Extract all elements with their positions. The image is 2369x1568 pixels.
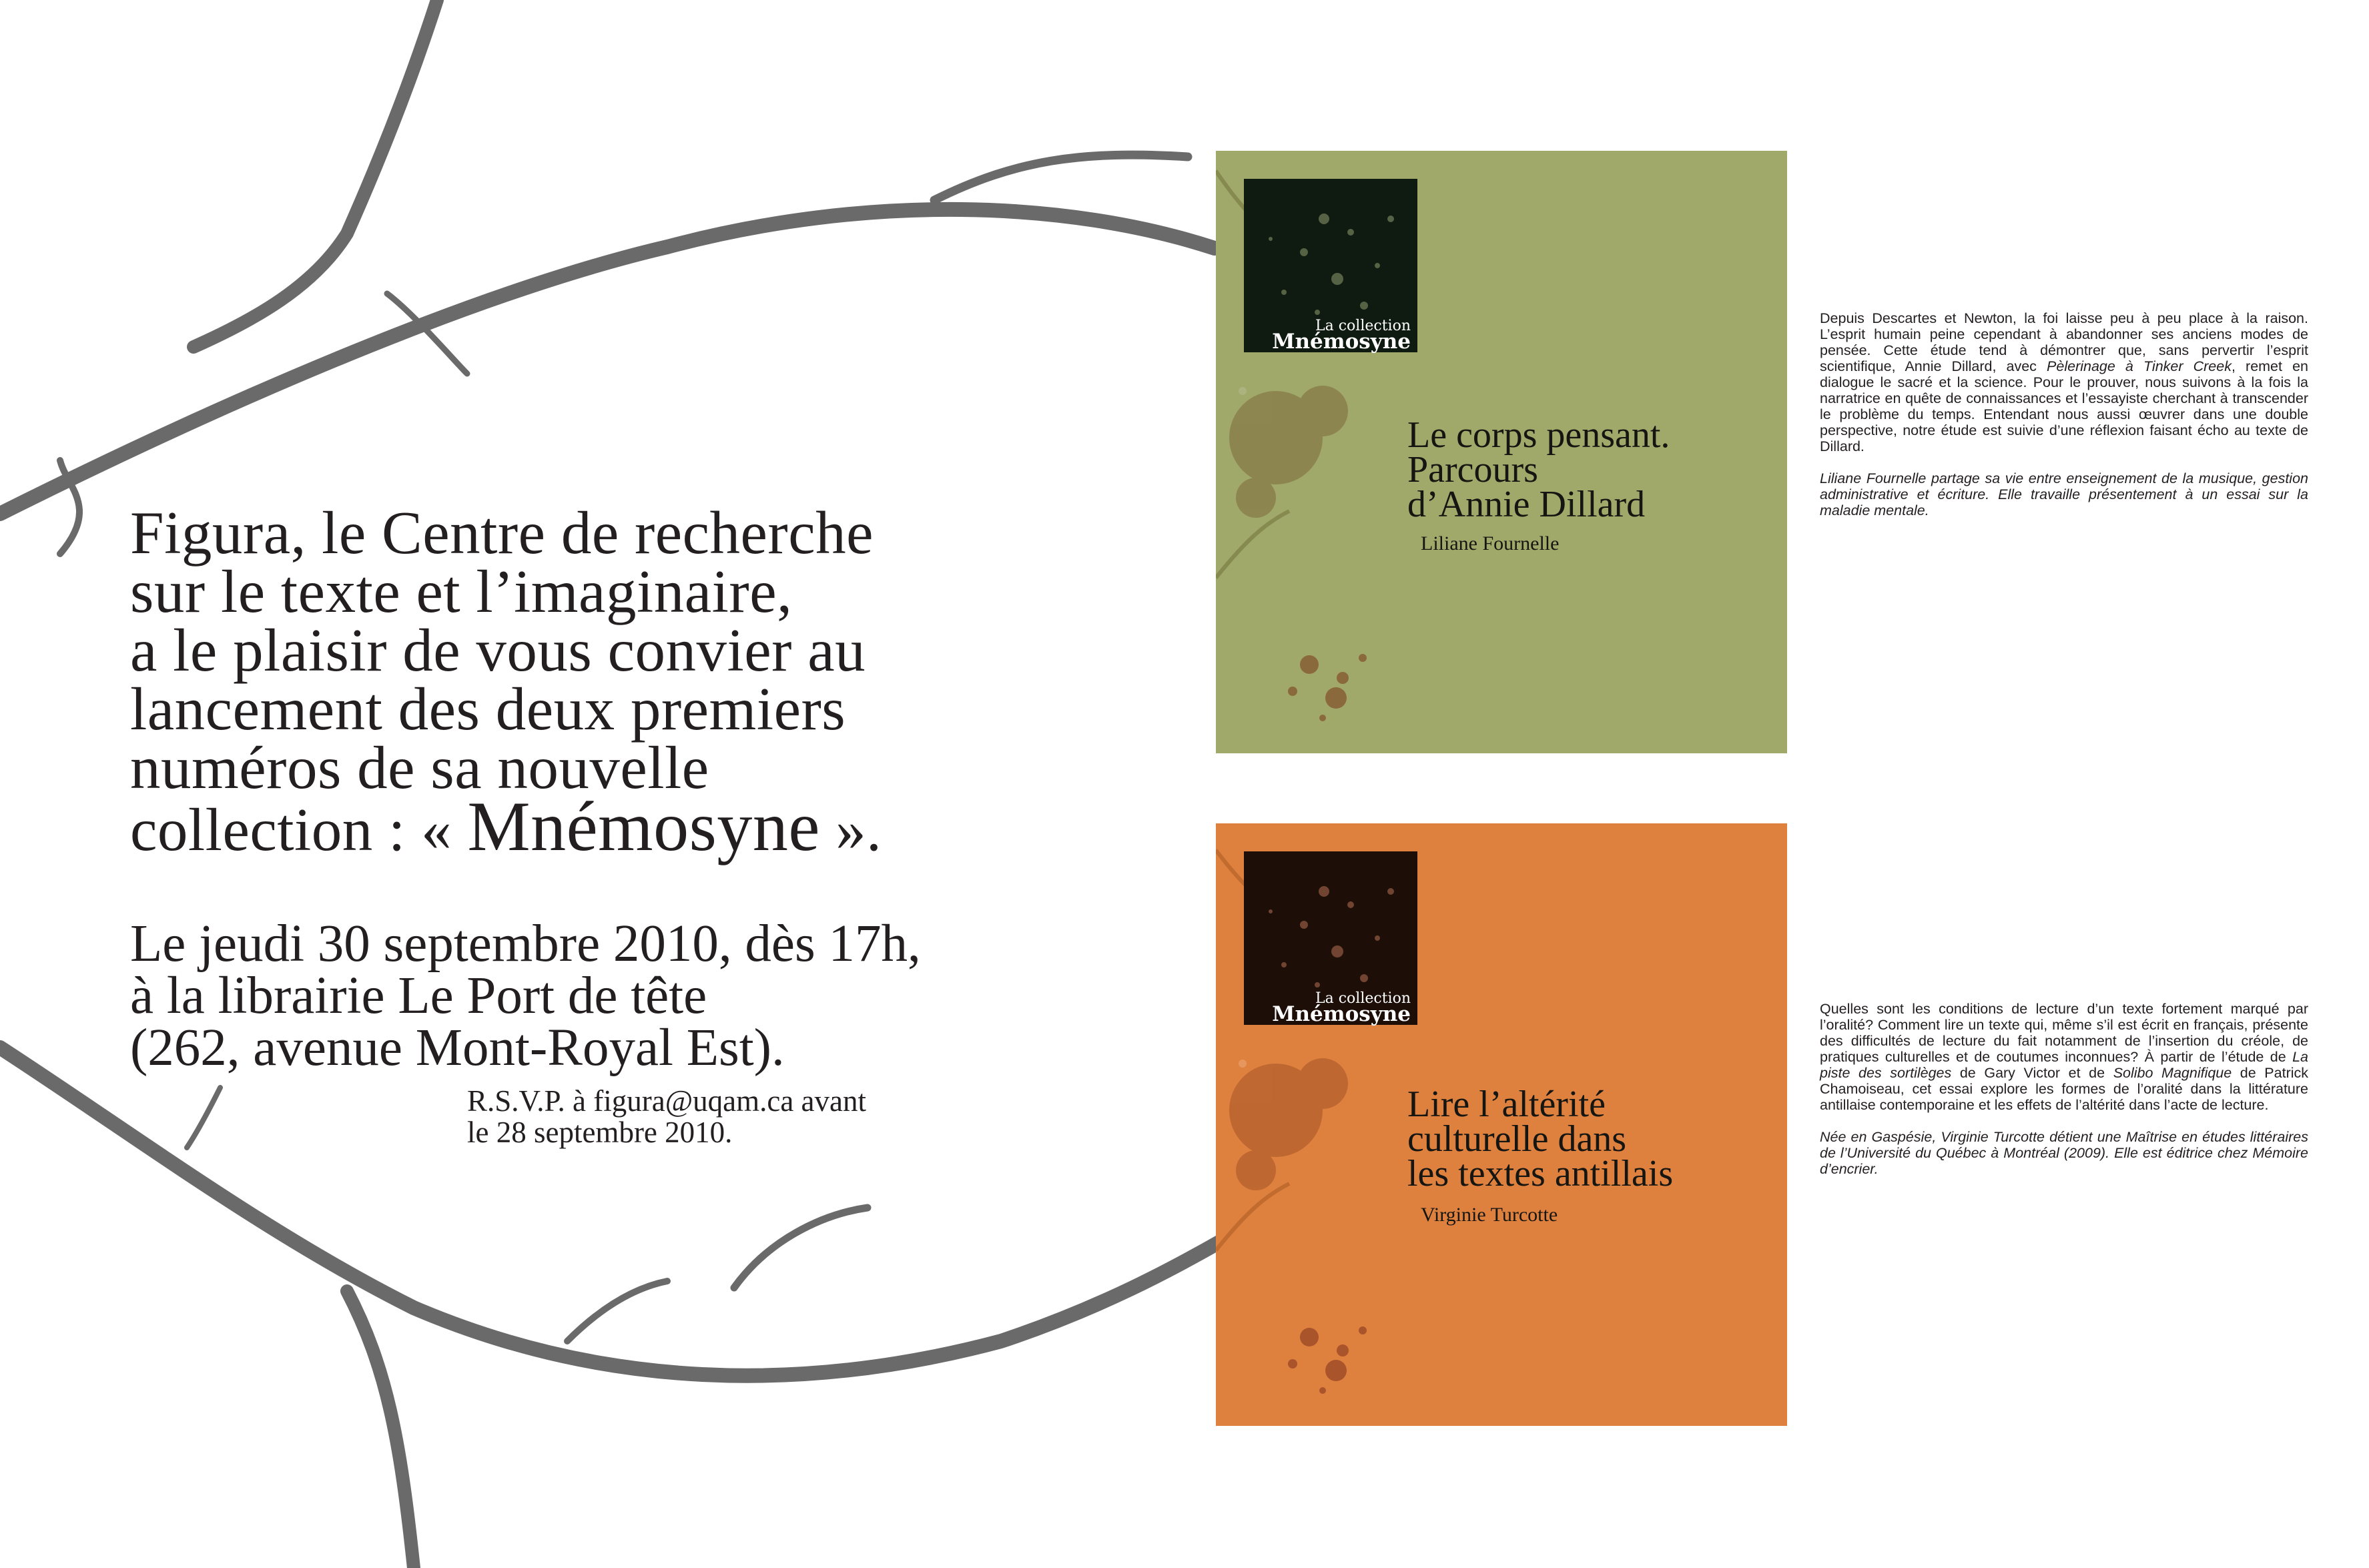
event-date: Le jeudi 30 septembre 2010, dès 17h, xyxy=(130,915,921,973)
rsvp-line: R.S.V.P. à figura@uqam.ca avant xyxy=(467,1084,867,1118)
invitation-line: sur le texte et l’imaginaire, xyxy=(130,558,793,625)
rsvp-line: le 28 septembre 2010. xyxy=(467,1116,733,1149)
collection-name: Mnémosyne xyxy=(467,787,820,865)
collection-logo xyxy=(1244,179,1417,352)
summary-text: Depuis Descartes et Newton, la foi laisse peu à peu place à la raison. L’esprit humain peine cependant à abandonner ses anciens modes de pensée. Cette étude tend à démontrer que, sans pervertir l’esprit scientifique, Annie Dillard, avec xyxy=(1820,310,2308,374)
book-cover-corps-pensant xyxy=(1216,151,1787,753)
invitation-line: a le plaisir de vous convier au xyxy=(130,617,866,684)
collection-logo xyxy=(1244,851,1417,1025)
book-title xyxy=(1407,414,1781,525)
title-line: Lire l’altérité xyxy=(1407,1084,1606,1125)
work-title: La piste des sortilèges xyxy=(1820,1049,2308,1081)
title-line: Parcours xyxy=(1407,449,1538,490)
author-bio: Née en Gaspésie, Virginie Turcotte détient une Maîtrise en études littéraires de l’Université du Québec à Montréal (2009). Elle est éditrice chez Mémoire d’encrier. xyxy=(1820,1129,2308,1177)
invitation-text xyxy=(130,499,1091,865)
title-line: Le corps pensant. xyxy=(1407,414,1670,456)
title-line: d’Annie Dillard xyxy=(1407,484,1646,525)
work-title: Pèlerinage à Tinker Creek xyxy=(2047,358,2232,374)
logo-caption: La collection xyxy=(1315,990,1411,1007)
logo-title: Mnémosyne xyxy=(1272,1002,1411,1026)
event-address: (262, avenue Mont-Royal Est). xyxy=(130,1019,785,1077)
invitation-last-line xyxy=(130,787,1091,865)
collection-suffix: ». xyxy=(819,796,882,863)
book-description-1 xyxy=(1820,310,2308,518)
summary-text: , remet en dialogue le sacré et la science. Pour le prouver, nous suivons à la fois la narratrice en quête de connaissances et l’essayiste cherchant à transcender le problème du temps. Entendant nous aussi œuvrer dans une double perspective, notre étude est suivie d’une réflexion faisant écho au texte de Dillard. xyxy=(1820,358,2308,454)
work-title: Solibo Magnifique xyxy=(2113,1065,2232,1081)
title-line: les textes antillais xyxy=(1407,1153,1674,1194)
summary-paragraph xyxy=(1820,1001,2308,1113)
book-title xyxy=(1407,1084,1781,1194)
summary-paragraph xyxy=(1820,310,2308,454)
author-bio: Liliane Fournelle partage sa vie entre enseignement de la musique, gestion administrative et écriture. Elle travaille présentement à un essai sur la maladie mentale. xyxy=(1820,470,2308,518)
summary-text: Quelles sont les conditions de lecture d’un texte fortement marqué par l’oralité? Comment lire un texte qui, même s’il est écrit en français, présente des difficultés de lecture du fait notamment de l’insertion du créole, de pratiques culturelles et de coutumes inconnues? À partir de l’étude de xyxy=(1820,1001,2308,1065)
event-venue: à la librairie Le Port de tête xyxy=(130,967,707,1025)
title-line: culturelle dans xyxy=(1407,1118,1627,1160)
summary-text: de Gary Victor et de xyxy=(1951,1065,2113,1081)
event-details xyxy=(130,915,1091,1077)
invitation-line: Figura, le Centre de recherche xyxy=(130,499,874,566)
book-author: Virginie Turcotte xyxy=(1421,1204,1558,1226)
summary-text: de Patrick Chamoiseau, cet essai explore les formes de l’oralité dans la littérature antillaise contemporaine et les effets de l’altérité dans l’acte de lecture. xyxy=(1820,1065,2309,1113)
book-author: Liliane Fournelle xyxy=(1421,532,1560,554)
invitation-line: lancement des deux premiers xyxy=(130,675,846,743)
book-cover-alterite xyxy=(1216,823,1787,1426)
collection-prefix: collection : « xyxy=(130,796,468,863)
invitation-line: numéros de sa nouvelle xyxy=(130,734,709,801)
logo-caption: La collection xyxy=(1315,318,1411,334)
logo-title: Mnémosyne xyxy=(1272,330,1411,354)
book-description-2 xyxy=(1820,1001,2308,1177)
rsvp-note xyxy=(467,1086,974,1148)
